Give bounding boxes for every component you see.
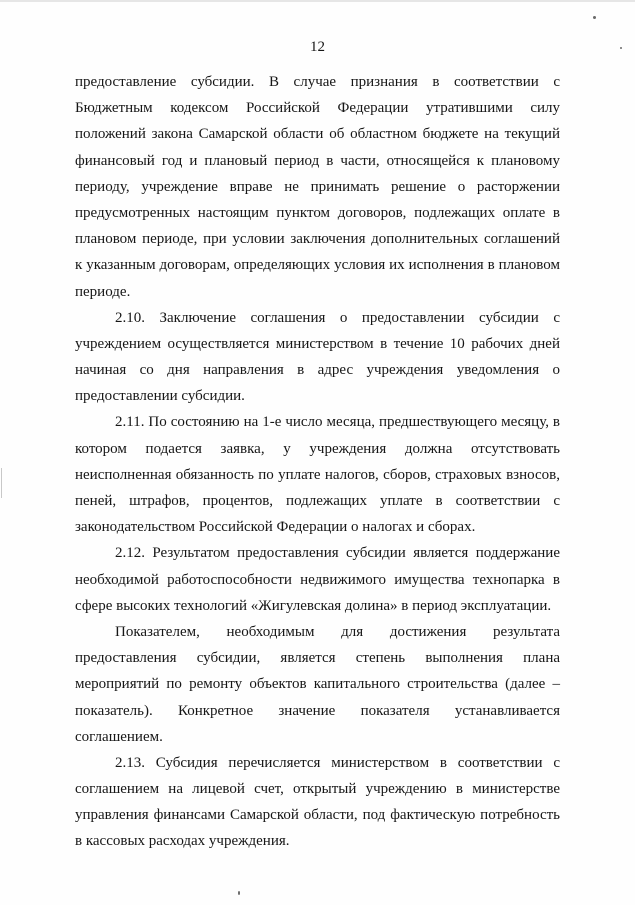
- scan-speck: [238, 891, 240, 895]
- text-line: 2.11. По состоянию на 1-е число месяца, предшествующего месяцу, в: [115, 414, 560, 431]
- text-line: Показателем, необходимым для достижения результата: [115, 623, 560, 640]
- scan-edge-top: [0, 0, 635, 2]
- text-line: в кассовых расходах учреждения.: [75, 833, 290, 850]
- text-line: пеней, штрафов, процентов, подлежащих уплате в соответствии с: [75, 493, 560, 509]
- text-line: законодательством Российской Федерации о налогах и сборах.: [75, 519, 476, 536]
- text-line: начиная со дня направления в адрес учреждения уведомления о: [75, 362, 560, 379]
- text-line: учреждением осуществляется министерством в течение 10 рабочих дней: [75, 335, 560, 352]
- paragraph-2-10: [75, 305, 560, 410]
- text-line: котором подается заявка, у учреждения должна отсутствовать: [75, 440, 560, 457]
- text-line: положений закона Самарской области об областном бюджете на текущий: [75, 126, 560, 143]
- text-line: соглашением.: [75, 728, 163, 745]
- paragraph-continuation: [75, 69, 560, 305]
- paragraph-2-13: [75, 750, 560, 855]
- text-line: предоставления субсидии, является степень выполнения плана: [75, 650, 560, 667]
- text-line: предусмотренных настоящим пунктом договоров, подлежащих оплате в: [75, 204, 560, 221]
- text-line: предоставление субсидии. В случае признания в соответствии с: [75, 74, 560, 90]
- text-line: финансовый год и плановый период в части, относящейся к плановому: [75, 152, 560, 169]
- text-line: 2.13. Субсидия перечисляется министерством в соответствии с: [115, 754, 560, 771]
- document-body: [75, 69, 560, 855]
- text-line: мероприятий по ремонту объектов капитального строительства (далее –: [75, 676, 560, 693]
- scan-edge-left: [1, 468, 2, 498]
- page-number: 12: [310, 39, 325, 55]
- text-line: неисполненная обязанность по уплате налогов, сборов, страховых взносов,: [75, 466, 560, 483]
- text-line: управления финансами Самарской области, под фактическую потребность: [75, 807, 560, 824]
- text-line: предоставлении субсидии.: [75, 388, 245, 405]
- text-line: периоде.: [75, 283, 131, 300]
- text-line: 2.12. Результатом предоставления субсидии является поддержание: [115, 545, 560, 562]
- text-line: к указанным договорам, определяющих условия их исполнения в плановом: [75, 257, 560, 274]
- paragraph-2-12: [75, 540, 560, 619]
- text-line: необходимой работоспособности недвижимого имущества технопарка в: [75, 571, 560, 588]
- text-line: сфере высоких технологий «Жигулевская долина» в период эксплуатации.: [75, 597, 552, 614]
- text-line: плановом периоде, при условии заключения дополнительных соглашений: [75, 231, 560, 248]
- text-line: Бюджетным кодексом Российской Федерации утратившими силу: [75, 100, 560, 117]
- paragraph-indicator: [75, 619, 560, 750]
- paragraph-2-11: [75, 409, 560, 540]
- text-line: показатель). Конкретное значение показателя устанавливается: [75, 702, 560, 719]
- text-line: периоду, учреждение вправе не принимать решение о расторжении: [75, 178, 560, 195]
- text-line: соглашением на лицевой счет, открытый учреждению в министерстве: [75, 781, 560, 798]
- scan-speck: [593, 16, 596, 19]
- text-line: 2.10. Заключение соглашения о предоставлении субсидии с: [115, 309, 560, 326]
